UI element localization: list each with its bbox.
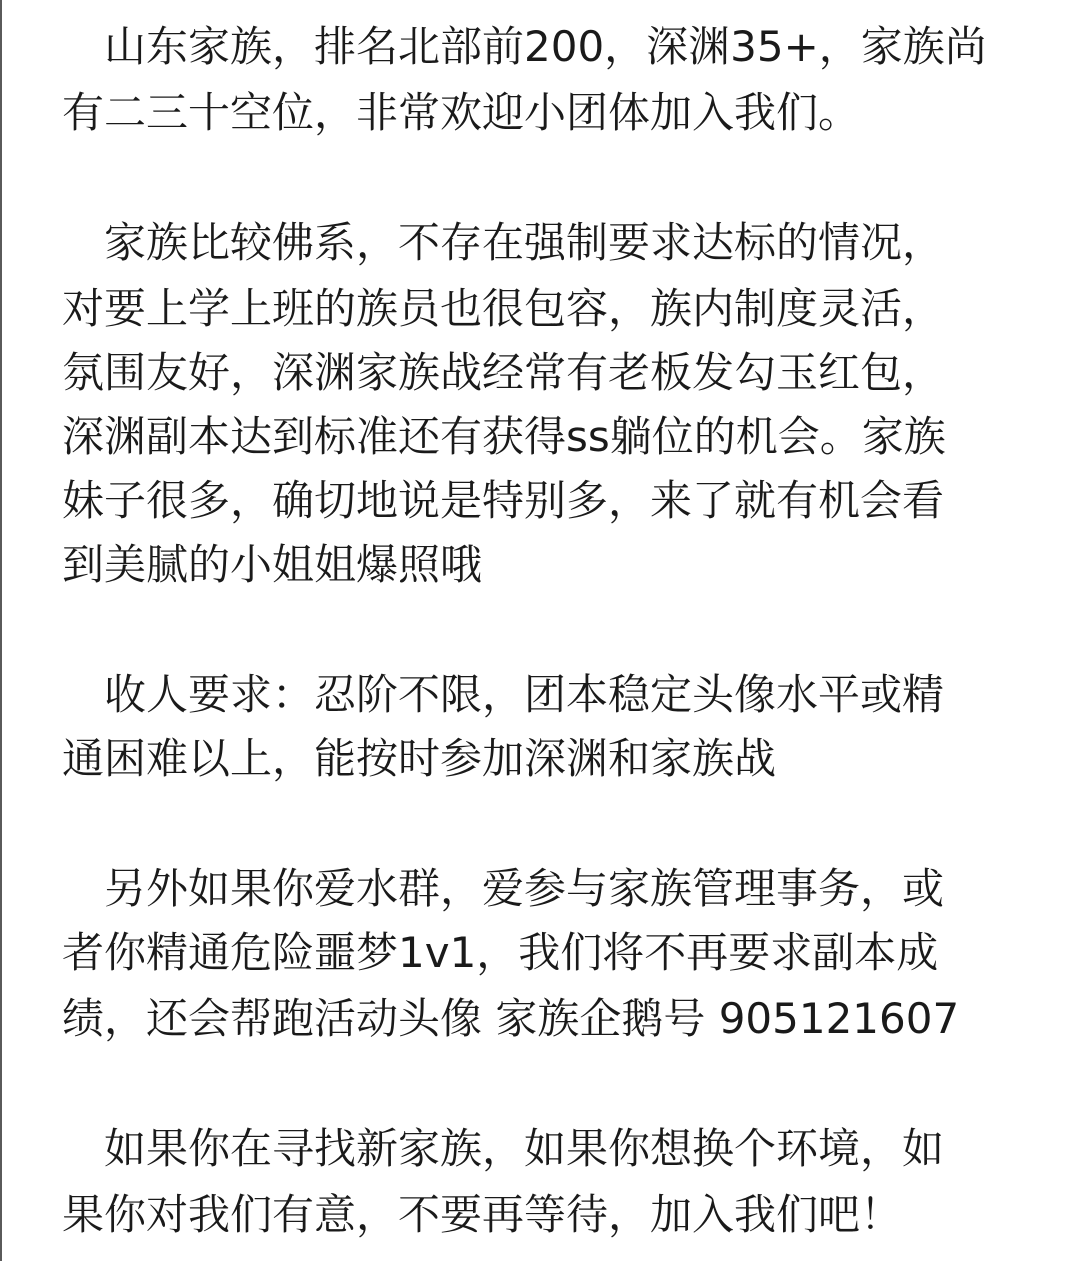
post-line: 有二三十空位，非常欢迎小团体加入我们。 bbox=[62, 88, 861, 137]
post-line: 到美腻的小姐姐爆照哦 bbox=[62, 540, 483, 589]
post-line: 山东家族，排名北部前200，深渊35+，家族尚 bbox=[62, 22, 987, 71]
post-line: 绩，还会帮跑活动头像 家族企鹅号 905121607 bbox=[62, 994, 960, 1043]
post-line: 果你对我们有意，不要再等待，加入我们吧！ bbox=[62, 1190, 903, 1239]
post-line: 深渊副本达到标准还有获得ss躺位的机会。家族 bbox=[62, 412, 946, 461]
post-line: 者你精通危险噩梦1v1，我们将不再要求副本成 bbox=[62, 928, 939, 977]
post-line: 妹子很多，确切地说是特别多，来了就有机会看 bbox=[62, 476, 945, 525]
post-line: 对要上学上班的族员也很包容，族内制度灵活， bbox=[62, 284, 945, 333]
post-line: 收人要求：忍阶不限，团本稳定头像水平或精 bbox=[62, 670, 945, 719]
post-line: 如果你在寻找新家族，如果你想换个环境，如 bbox=[62, 1124, 945, 1173]
post-line: 通困难以上，能按时参加深渊和家族战 bbox=[62, 734, 777, 783]
post-line: 氛围友好，深渊家族战经常有老板发勾玉红包， bbox=[62, 348, 945, 397]
post-line: 家族比较佛系，不存在强制要求达标的情况， bbox=[62, 218, 945, 267]
post-line: 另外如果你爱水群，爱参与家族管理事务，或 bbox=[62, 864, 945, 913]
